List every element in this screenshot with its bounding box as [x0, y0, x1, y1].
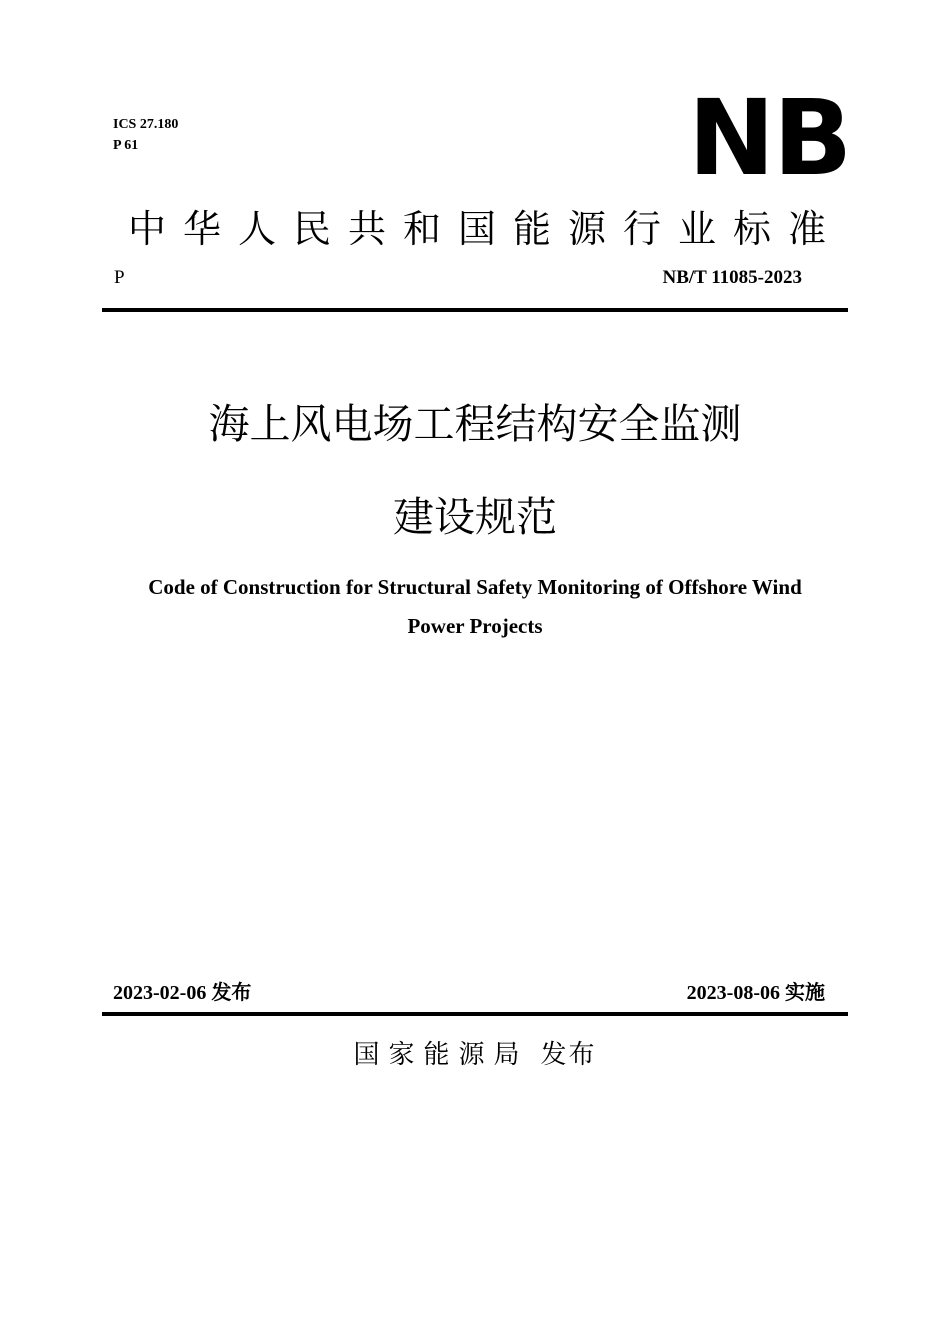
nb-logo: NB: [688, 77, 851, 199]
left-code: P: [114, 267, 125, 288]
top-divider: [102, 308, 848, 312]
title-cn-line2: 建设规范: [393, 493, 557, 541]
title-cn-line1: 海上风电场工程结构安全监测: [208, 400, 742, 448]
issue-date: 2023-02-06 发布: [113, 982, 252, 1004]
ccs-code: P 61: [113, 138, 139, 153]
implementation-date: 2023-08-06 实施: [686, 982, 825, 1004]
publisher-action: 发布: [540, 1040, 597, 1070]
publisher-org: 国家能源局: [353, 1040, 529, 1070]
publisher: [0, 1038, 950, 1072]
ics-code: ICS 27.180: [113, 117, 179, 132]
standard-number: NB/T 11085-2023: [662, 267, 802, 288]
title-en-line2: Power Projects: [407, 614, 543, 638]
title-en-line1: Code of Construction for Structural Safety Monitoring of Offshore Wind: [148, 575, 802, 599]
bottom-divider: [102, 1012, 848, 1016]
classification-codes: [113, 114, 178, 156]
standard-type-title: 中华人民共和国能源行业标准: [128, 207, 844, 251]
